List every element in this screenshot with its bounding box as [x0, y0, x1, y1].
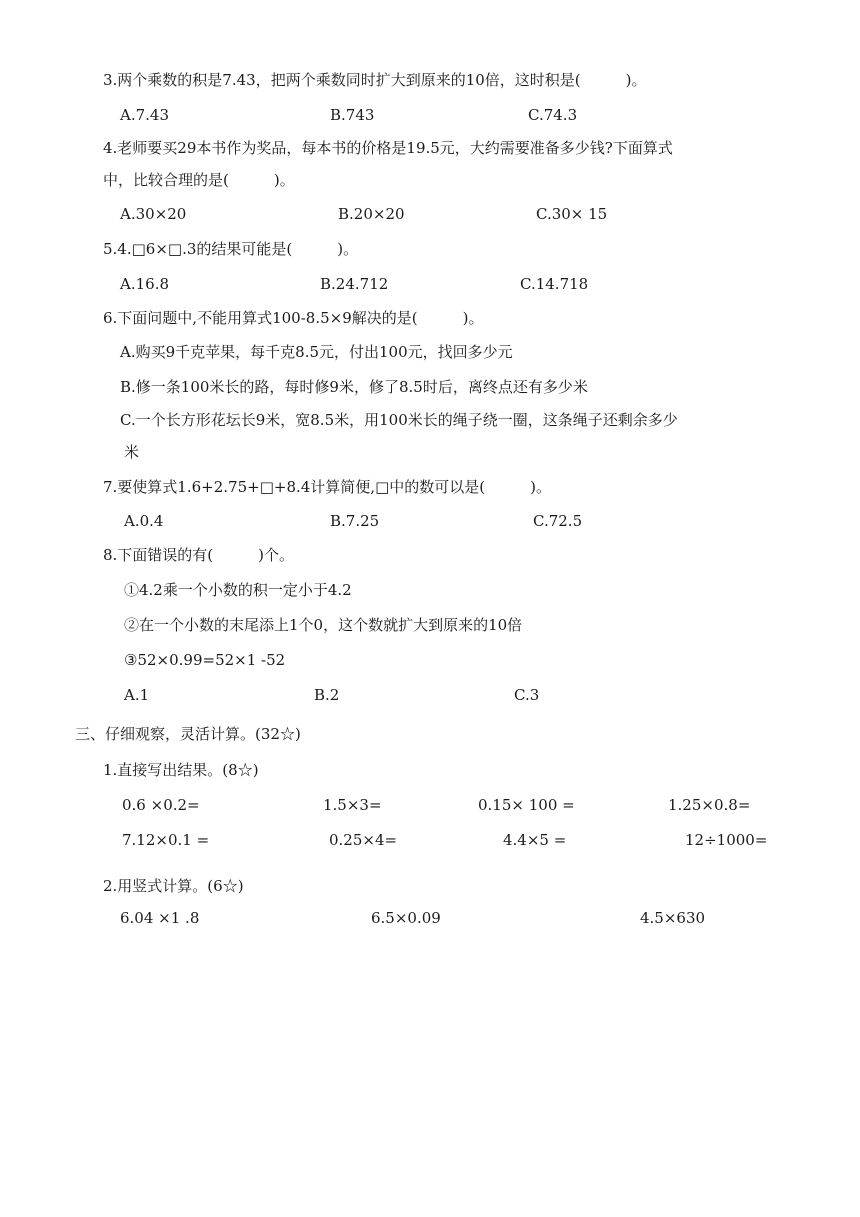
q8-option-a: A.1 — [124, 686, 150, 704]
vertical-calc-3: 4.5×630 — [640, 909, 706, 927]
section3-part2-title: 2.用竖式计算。(6☆) — [103, 877, 244, 895]
q6-option-c-line1: C.一个长方形花坛长9米，宽8.5米，用100米长的绳子绕一圈，这条绳子还剩余多少 — [120, 411, 678, 429]
q5-option-a: A.16.8 — [120, 275, 169, 293]
q8-statement-2: ②在一个小数的末尾添上1个0，这个数就扩大到原来的10倍 — [124, 616, 523, 634]
q3-option-a: A.7.43 — [120, 106, 169, 124]
q3-stem: 3.两个乘数的积是7.43，把两个乘数同时扩大到原来的10倍，这时积是( )。 — [103, 71, 647, 89]
calc-item-8: 12÷1000= — [685, 831, 768, 849]
q8-statement-1: ①4.2乘一个小数的积一定小于4.2 — [124, 581, 352, 599]
calc-item-6: 0.25×4= — [329, 831, 398, 849]
q6-option-b: B.修一条100米长的路，每时修9米，修了8.5时后，离终点还有多少米 — [120, 378, 588, 396]
calc-item-2: 1.5×3= — [323, 796, 382, 814]
q8-stem: 8.下面错误的有( )个。 — [103, 546, 295, 564]
q7-stem: 7.要使算式1.6+2.75+□+8.4计算简便,□中的数可以是( )。 — [103, 478, 551, 496]
q3-option-b: B.743 — [330, 106, 375, 124]
q5-option-c: C.14.718 — [520, 275, 589, 293]
calc-item-5: 7.12×0.1 = — [122, 831, 210, 849]
q7-option-c: C.72.5 — [533, 512, 583, 530]
q6-stem: 6.下面问题中,不能用算式100-8.5×9解决的是( )。 — [103, 309, 484, 327]
q5-stem: 5.4.□6×□.3的结果可能是( )。 — [103, 240, 359, 258]
q7-option-b: B.7.25 — [330, 512, 380, 530]
q4-option-b: B.20×20 — [338, 205, 405, 223]
q6-option-c-line2: 米 — [124, 443, 140, 461]
calc-item-1: 0.6 ×0.2= — [122, 796, 200, 814]
q4-option-a: A.30×20 — [120, 205, 187, 223]
q7-option-a: A.0.4 — [124, 512, 164, 530]
q8-statement-3: ③52×0.99=52×1 -52 — [124, 651, 286, 669]
q4-option-c: C.30× 15 — [536, 205, 608, 223]
q5-option-b: B.24.712 — [320, 275, 389, 293]
q3-option-c: C.74.3 — [528, 106, 578, 124]
vertical-calc-1: 6.04 ×1 .8 — [120, 909, 200, 927]
q4-stem-line2: 中，比较合理的是( )。 — [103, 171, 295, 189]
section3-title: 三、仔细观察，灵活计算。(32☆) — [75, 725, 301, 743]
section3-part1-title: 1.直接写出结果。(8☆) — [103, 761, 259, 779]
q8-option-c: C.3 — [514, 686, 540, 704]
calc-item-3: 0.15× 100 = — [478, 796, 575, 814]
q8-option-b: B.2 — [314, 686, 340, 704]
q6-option-a: A.购买9千克苹果，每千克8.5元，付出100元，找回多少元 — [120, 343, 513, 361]
vertical-calc-2: 6.5×0.09 — [371, 909, 441, 927]
q4-stem-line1: 4.老师要买29本书作为奖品，每本书的价格是19.5元，大约需要准备多少钱?下面算式 — [103, 139, 673, 157]
calc-item-7: 4.4×5 = — [503, 831, 567, 849]
calc-item-4: 1.25×0.8= — [668, 796, 751, 814]
